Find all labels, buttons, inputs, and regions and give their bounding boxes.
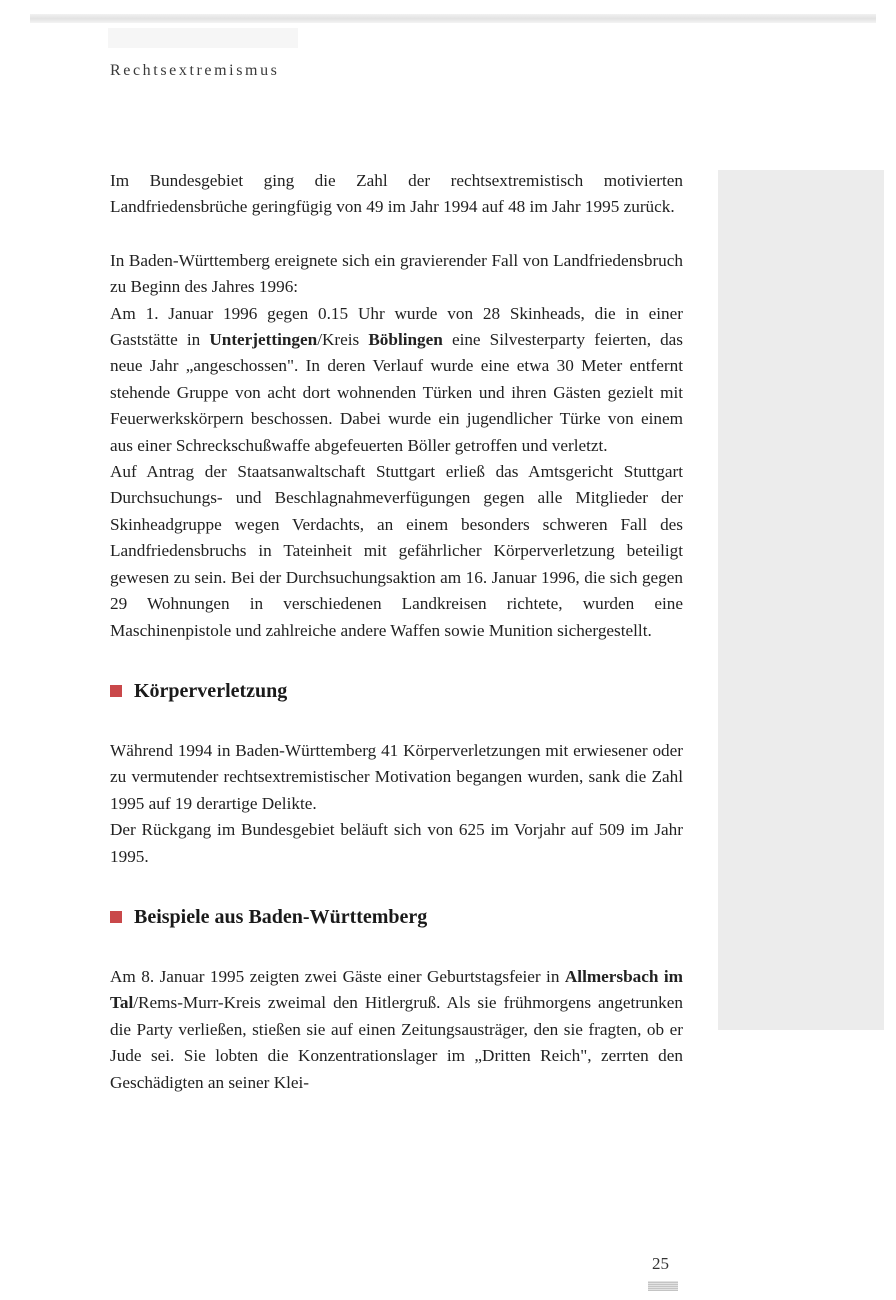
- paragraph: Der Rückgang im Bundesgebiet beläuft sich von 625 im Vorjahr auf 509 im Jahr 1995.: [110, 820, 683, 866]
- paragraph: In Baden-Württemberg ereignete sich ein gravierender Fall von Landfriedensbruch zu Beginn des Jahres 1996:: [110, 250, 683, 297]
- paragraph-text: Am 1. Januar 1996 gegen 0.15 Uhr wurde von 28 Skinheads, die in einer Gaststätte in: [110, 303, 683, 350]
- top-rule: [30, 14, 876, 23]
- section-heading-text: Körperverletzung: [134, 679, 288, 702]
- place-name: Unterjettingen: [209, 330, 318, 350]
- page-number: 25: [652, 1254, 669, 1273]
- paragraph: [110, 301, 683, 459]
- running-head: Rechtsextremismus: [110, 62, 280, 79]
- paragraph-text: /Kreis: [317, 330, 369, 350]
- paragraph-text: Am 8. Januar 1995 zeigten zwei Gäste einer Geburtstagsfeier in: [110, 966, 565, 986]
- paragraph: Im Bundesgebiet ging die Zahl der rechtsextremistisch motivierten Landfriedensbrüche geringfügig von 49 im Jahr 1994 auf 48 im Jahr 1995 zurück.: [110, 171, 683, 217]
- paragraph: [110, 964, 683, 1096]
- paragraph: Auf Antrag der Staatsanwaltschaft Stuttgart erließ das Amtsgericht Stuttgart Durchsuchungs- und Beschlagnahmeverfügungen gegen alle Mitglieder der Skinheadgruppe wegen Verdachts, an einem besonders schweren Fall des Landfriedensbruchs in Tateinheit mit gefährlicher Körperverletzung beteiligt gewesen zu sein. Bei der Durchsuchungsaktion am 16. Januar 1996, die sich gegen 29 Wohnungen in verschiedenen Landkreisen richtete, wurden eine Maschinenpistole und zahlreiche andere Waffen sowie Munition sichergestellt.: [110, 462, 683, 640]
- top-rule-shade: [108, 28, 298, 48]
- square-bullet-icon: [110, 911, 122, 923]
- section-heading-text: Beispiele aus Baden-Württemberg: [134, 905, 428, 928]
- place-name: Böblingen: [368, 330, 443, 350]
- paragraph-text: /Rems-Murr-Kreis zweimal den Hitlergruß. Als sie frühmorgens angetrunken die Party verließen, stießen sie auf einen Zeitungsausträger, den sie fragten, ob er Jude sei. Sie lobten die Konzentrationslager im „Dritten Reich", zerrten den Geschädigten an seiner Klei-: [110, 993, 683, 1092]
- paragraph-text: eine Silvesterparty feierten, das neue Jahr „angeschossen". In deren Verlauf wurde eine etwa 30 Meter entfernt stehende Gruppe von acht dort wohnenden Türken und ihren Gästen gezielt mit Feuerwerkskörpern beschossen. Dabei wurde ein jugendlicher Türke von einem aus einer Schreckschußwaffe abgefeuerten Böller getroffen und verletzt.: [110, 330, 683, 455]
- section-heading: [110, 678, 683, 704]
- section-heading: [110, 904, 683, 930]
- side-margin-column: [718, 170, 884, 1030]
- place-name: Allmersbach im Tal: [110, 966, 683, 1013]
- square-bullet-icon: [110, 685, 122, 697]
- page-number-bar: [648, 1281, 678, 1291]
- paragraph: Während 1994 in Baden-Württemberg 41 Körperverletzungen mit erwiesener oder zu vermutender rechtsextremistischer Motivation begangen wurden, sank die Zahl 1995 auf 19 derartige Delikte.: [110, 740, 683, 813]
- page-body: [110, 168, 683, 1096]
